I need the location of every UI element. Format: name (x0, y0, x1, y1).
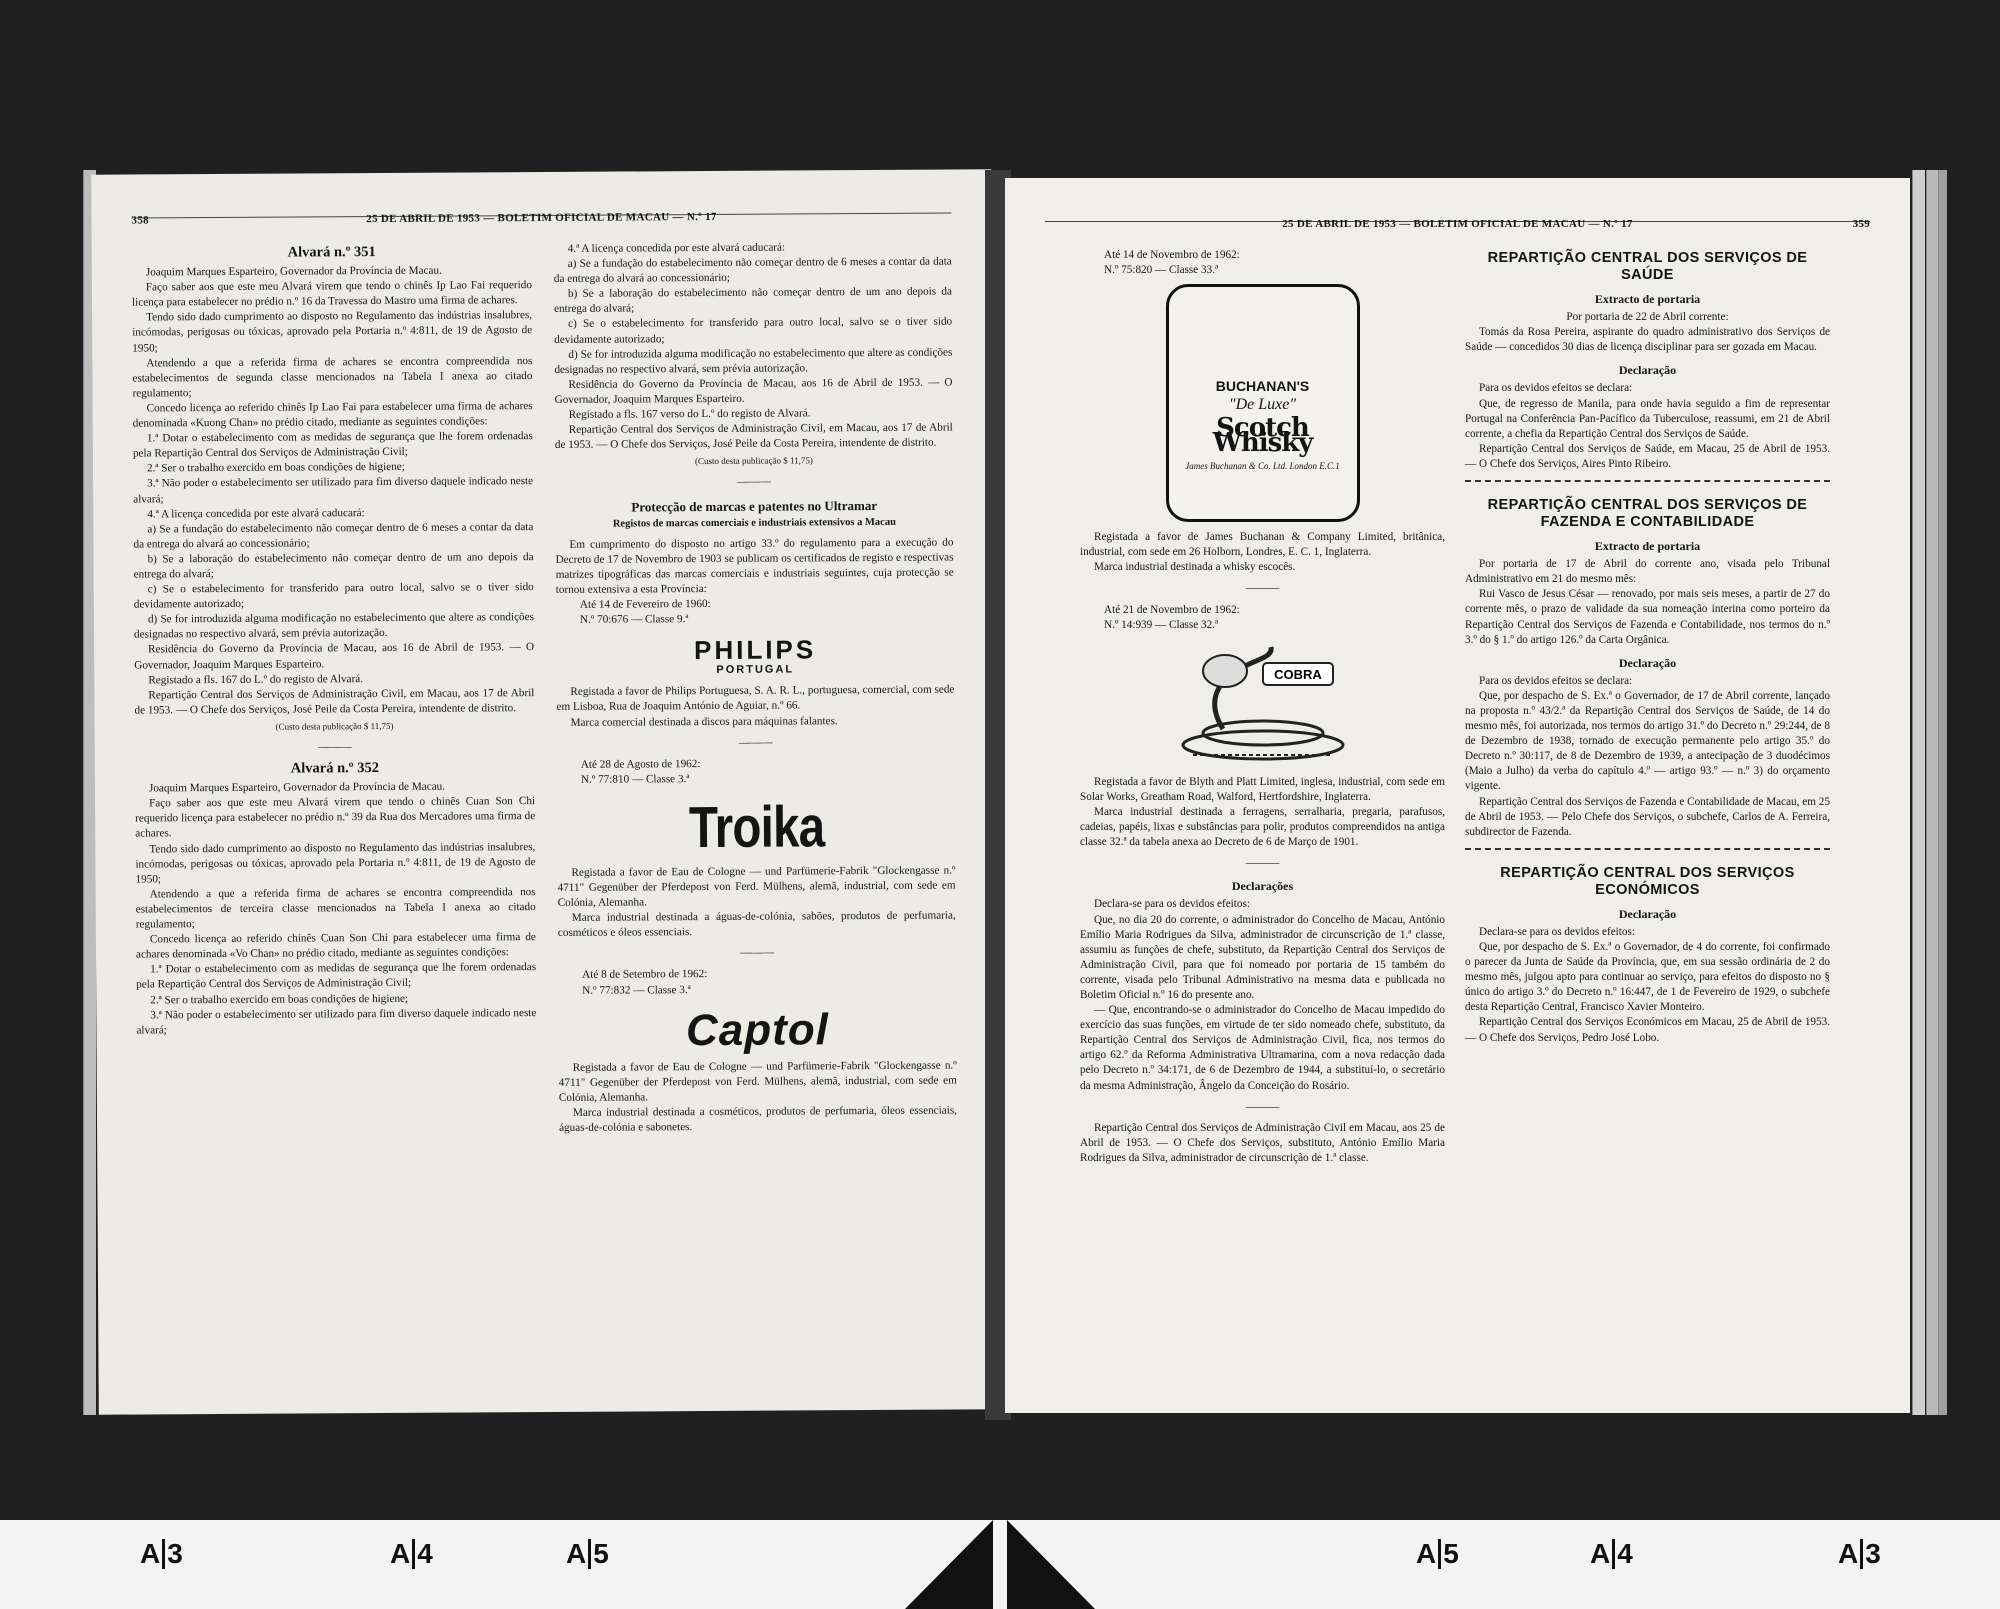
section-title: Protecção de marcas e patentes no Ultramar (631, 497, 878, 514)
paragraph: Faço saber aos que este meu Alvará virem que tendo o chinês Ip Lao Fai requerido licença para estabelecer no prédio n.º 16 da Travessa do Mastro uma firma de achares. (131, 279, 532, 309)
mark-number: N.º 14:939 — Classe 32.ª (1104, 618, 1219, 631)
troika-logo (557, 795, 955, 859)
column-right-2 (1465, 248, 1830, 1046)
paragraph: Por portaria de 17 de Abril do corrente ano, visada pelo Tribunal Administrativo em 21 do mesmo mês: (1465, 558, 1830, 586)
paragraph: Rui Vasco de Jesus César — renovado, por mais seis meses, a partir de 27 do corrente mês, o prazo de validade da sua nomeação interina como porteiro da Repartição Central dos Serviços de Fazenda e Contabilidade, nos termos do n.º 3.º do § 1.º do artigo 126.º da Carta Orgânica. (1465, 588, 1830, 646)
paragraph: Registado a fls. 167 verso do L.º do registo de Alvará. (568, 407, 811, 421)
paragraph: Tendo sido dado cumprimento ao disposto no Regulamento das indústrias insalubres, incómodas, perigosas ou tóxicas, aprovado pela Portaria n.º 4:811, de 19 de Agosto de 1950; (132, 309, 533, 355)
paragraph: Tomás da Rosa Pereira, aspirante do quadro administrativo dos Serviços de Saúde — concedidos 30 dias de licença disciplinar para ser gozada em Macau. (1465, 326, 1830, 354)
column-left-2 (554, 240, 957, 1137)
mark-number: N.º 70:676 — Classe 9.ª (579, 613, 689, 626)
page-number: 358 (131, 214, 149, 227)
condition: 2.ª Ser o trabalho exercido em boas condições de higiene; (150, 992, 409, 1006)
condition: b) Se a laboração do estabelecimento não começar dentro de um ano depois da entrega do alvará; (133, 550, 534, 581)
paragraph: Repartição Central dos Serviços de Fazenda e Contabilidade de Macau, em 25 de Abril de 1953. — Pelo Chefe dos Serviços, o subchefe, Carlos de A. Ferreira, subdirector de Fazenda. (1465, 795, 1830, 838)
mark-date: Até 14 de Novembro de 1962: (1104, 249, 1240, 261)
registration-mark (1838, 1538, 1881, 1570)
separator: ——— (1245, 857, 1280, 870)
page-header (1045, 218, 1870, 230)
mark-letter: A (1416, 1538, 1437, 1569)
subsection-title: Declaração (1618, 655, 1677, 670)
philips-logo-sub: PORTUGAL (716, 663, 795, 677)
section-banner-saude: REPARTIÇÃO CENTRAL DOS SERVIÇOS DE SAÚDE (1487, 250, 1808, 283)
paragraph: Repartição Central dos Serviços de Administração Civil em Macau, aos 25 de Abril de 1953. — O Chefe dos Serviços, substituto, António Emílio Maria Rodrigues da Silva, administrador de circunscrição de 1.ª classe. (1080, 1121, 1445, 1164)
paragraph: Concedo licença ao referido chinês Cuan Son Chi para estabelecer uma firma de achares denominada «Vo Chan» no prédio citado, mediante as seguintes condições: (135, 931, 536, 961)
paragraph: Para os devidos efeitos se declara: (1479, 382, 1633, 395)
condition: a) Se a fundação do estabelecimento não começar dentro de 6 meses a contar da data da entrega do alvará ao concessionário; (133, 520, 534, 551)
buchanans-signature: James Buchanan & Co. Ltd. London E.C.1 (1185, 461, 1340, 472)
registration-mark (390, 1538, 433, 1570)
paragraph: Repartição Central dos Serviços de Administração Civil, em Macau, aos 17 de Abril de 1953. — O Chefe dos Serviços, José Peile da Costa Pereira, intendente de distrito. (554, 421, 953, 452)
registration-mark (1416, 1538, 1459, 1570)
left-page (91, 169, 999, 1414)
section-banner-fazenda: REPARTIÇÃO CENTRAL DOS SERVIÇOS DE FAZENDA E CONTABILIDADE (1487, 497, 1808, 531)
mark-number: N.º 75:820 — Classe 33.ª (1104, 264, 1219, 277)
right-page (1005, 178, 1910, 1413)
subsection-title: Extracto de portaria (1594, 539, 1701, 554)
section-subtitle: Registos de marcas comerciais e industriais extensivos a Macau (612, 516, 896, 530)
subsection-title: Extracto de portaria (1594, 292, 1701, 306)
paragraph: Que, por despacho de S. Ex.ª o Governador, de 4 do corrente, foi confirmado o parecer da Junta de Saúde da Província, que, em sua sessão ordinária de 2 do mesmo mês, julgou apto para continuar ao serviço, para efeitos do disposto no § único do artigo 3.º do Decreto n.º 16:447, de 1 de Fevereiro de 1929, o subchefe desta Repartição Central, Francisco Xavier Monteiro. (1465, 941, 1830, 1014)
condition: 3.ª Não poder o estabelecimento ser utilizado para fim diverso daquele indicado neste alvará; (133, 475, 534, 506)
mark-digit: 3 (1865, 1538, 1881, 1569)
alvara-351-title: Alvará n.º 351 (287, 244, 376, 261)
paragraph: Declara-se para os devidos efeitos: (1479, 925, 1635, 938)
paragraph: Repartição Central dos Serviços de Saúde, em Macau, 25 de Abril de 1953. — O Chefe dos Serviços, Aires Pinto Ribeiro. (1465, 442, 1830, 470)
left-arrow-triangle (905, 1520, 993, 1609)
subsection-title: Declaração (1618, 906, 1677, 921)
mark-letter: A (140, 1538, 161, 1569)
paragraph: Marca industrial destinada a cosméticos, produtos de perfumaria, óleos essenciais, águas-de-colónia e sabonetes. (559, 1104, 957, 1134)
header-title: 25 DE ABRIL DE 1953 — BOLETIM OFICIAL DE MACAU — N.º 17 (366, 210, 717, 226)
philips-logo (556, 636, 954, 680)
mark-digit: 5 (593, 1538, 609, 1569)
mark-letter: A (566, 1538, 587, 1569)
paragraph: Faço saber aos que este meu Alvará virem que tendo o chinês Cuan Son Chi requerido licença para estabelecer no prédio n.º 39 da Rua dos Mercadores uma firma de achares. (135, 795, 536, 840)
paragraph: Atendendo a que a referida firma de achares se encontra compreendida nos estabelecimentos de terceira classe mencionados na Tabela I anexa ao citado regulamento; (135, 885, 536, 931)
mark-digit: 4 (1617, 1538, 1633, 1569)
registration-mark (1590, 1538, 1633, 1570)
paragraph: Marca industrial destinada a ferragens, serralharia, pregaria, parafusos, cadeias, papéis, lixas e substâncias para polir, produtos compreendidos na antiga classe 32.ª da tabela anexa ao Decreto de 6 de Março de 1901. (1080, 805, 1445, 849)
condition: b) Se a laboração do estabelecimento não começar dentro de um ano depois da entrega do alvará; (554, 285, 952, 316)
troika-logo-text: Troika (688, 794, 825, 861)
mark-letter: A (1590, 1538, 1611, 1569)
subsection-title: Declaração (1618, 363, 1677, 378)
mark-digit: 4 (417, 1538, 433, 1569)
paragraph: Registada a favor de Philips Portuguesa, S. A. R. L., portuguesa, comercial, com sede em Lisboa, Rua de Joaquim António de Aguiar, n.º 66. (556, 683, 955, 714)
mark-letter: A (390, 1538, 411, 1569)
mark-date: Até 28 de Agosto de 1962: (580, 757, 701, 771)
paragraph: Que, de regresso de Manila, para onde havia seguido a fim de representar Portugal na Conferência Pan-Pacífico da Tuberculose, reassumi, em 21 de Abril corrente, a chefia da Repartição Central dos Serviços de Saúde. (1465, 397, 1830, 440)
paragraph: Declara-se para os devidos efeitos: (1094, 898, 1250, 911)
paragraph: Registado a fls. 167 do L.º do registo de Alvará. (148, 672, 364, 687)
center-alignment-arrows (905, 1520, 1095, 1609)
section-divider (1465, 848, 1830, 855)
buchanans-scotch: Scotch Whisky (1212, 413, 1313, 459)
paragraph: Repartição Central dos Serviços de Administração Civil, em Macau, aos 17 de Abril de 1953. — O Chefe dos Serviços, José Peile da Costa Pereira, intendente de distrito. (134, 686, 535, 717)
paragraph: — Que, encontrando-se o administrador do Concelho de Macau impedido do exercício das suas funções, em virtude de ter sido nomeado chefe, substituto, da Repartição Central dos Serviços de Administração Civil, fica, nos termos do artigo 62.º da Reforma Administrativa Ultramarina, com a nova redacção dada pelo Decreto n.º 34:171, de 6 de Dezembro de 1944, a substituí-lo, o secretário da mesma Administração, Ângelo da Conceição do Rosário. (1080, 1004, 1445, 1092)
separator: ——— (740, 946, 774, 960)
mark-number: N.º 77:832 — Classe 3.ª (582, 983, 691, 997)
condition: 1.ª Dotar o estabelecimento com as medidas de segurança que lhe forem ordenadas pela Repartição Central dos Serviços de Administração Civil; (132, 430, 533, 460)
mark-date: Até 21 de Novembro de 1962: (1104, 603, 1240, 616)
page-number: 359 (1852, 218, 1870, 230)
condition: c) Se o estabelecimento for transferido para outro local, salvo se o tiver sido devidamente autorizado; (554, 315, 953, 346)
paragraph: Por portaria de 22 de Abril corrente: (1566, 311, 1729, 324)
paragraph: Residência do Governo da Província de Macau, aos 16 de Abril de 1953. — O Governador, Joaquim Marques Esparteiro. (554, 376, 953, 406)
column-right-1 (1080, 248, 1445, 1166)
buchanans-deluxe: "De Luxe" (1228, 396, 1297, 414)
section-divider (1465, 480, 1830, 487)
paragraph: Em cumprimento do disposto no artigo 33.º do regulamento para a execução do Decreto de 17 de Novembro de 1903 se publicam os certificados de registo e respectivas matrizes tipográficas das marcas comerciais e industriais seguintes, cuja protecção se tornou extensiva a esta Província: (555, 536, 954, 596)
cobra-logo-text: COBRA (1273, 666, 1322, 682)
paragraph: Repartição Central dos Serviços Económicos em Macau, 25 de Abril de 1953. — O Chefe dos Serviços, Pedro José Lobo. (1465, 1016, 1830, 1044)
condition: d) Se for introduzida alguma modificação no estabelecimento que altere as condições designadas no respectivo alvará, sem prévia autorização. (554, 346, 953, 376)
page-stack (1912, 170, 1925, 1415)
mark-digit: 5 (1443, 1538, 1459, 1569)
paragraph: Atendendo a que a referida firma de achares se encontra compreendida nos estabelecimentos de segunda classe mencionados na Tabela I anexa ao citado regulamento; (132, 354, 533, 400)
separator: ——— (737, 476, 771, 489)
paragraph: Registada a favor de Eau de Cologne — und Parfümerie-Fabrik "Glockengasse n.º 4711" Gegenüber der Pferdepost von Ferd. Mülhens, alemã, industrial, com sede em Colónia, Alemanha. (557, 864, 956, 910)
mark-date: Até 14 de Fevereiro de 1960: (579, 598, 711, 611)
paragraph: Marca industrial destinada a águas-de-colónia, sabões, produtos de perfumaria, cosméticos e óleos essenciais. (557, 909, 956, 940)
paragraph: Marca industrial destinada a whisky escocês. (1094, 561, 1296, 574)
section-banner-economicos: REPARTIÇÃO CENTRAL DOS SERVIÇOS ECONÓMICOS (1500, 864, 1795, 898)
condition: 4.ª A licença concedida por este alvará caducará: (567, 241, 786, 255)
paragraph: Registada a favor de Eau de Cologne — und Parfümerie-Fabrik "Glockengasse n.º 4711" Gegenüber der Pferdepost von Ferd. Mülhens, alemã, industrial, com sede em Colónia, Alemanha. (558, 1059, 957, 1104)
buchanans-name: BUCHANAN'S (1215, 378, 1310, 395)
separator: ——— (1245, 1100, 1280, 1113)
paragraph: Marca comercial destinada a discos para máquinas falantes. (570, 714, 838, 729)
cobra-snake-icon (1163, 637, 1363, 767)
paragraph: Que, no dia 20 do corrente, o administrador do Concelho de Macau, António Emílio Maria Rodrigues da Silva, administrador de circunscrição de 1.ª classe, assumiu as funções de chefe, substituto, da Repartição Central dos Serviços de Administração Civil, para que foi nomeado por portaria de 15 também do corrente, visada pelo Tribunal Administrativo na mesma data e publicada no Boletim Oficial n.º 16 do presente ano. (1080, 913, 1445, 1001)
column-left-1 (132, 242, 537, 1038)
condition: 3.ª Não poder o estabelecimento ser utilizado para fim diverso daquele indicado neste alvará; (136, 1006, 537, 1037)
mark-date: Até 8 de Setembro de 1962: (582, 968, 708, 982)
condition: a) Se a fundação do estabelecimento não começar dentro de 6 meses a contar da data da entrega do alvará ao concessionário; (553, 255, 952, 286)
mark-digit: 3 (167, 1538, 183, 1569)
mark-letter: A (1838, 1538, 1859, 1569)
condition: d) Se for introduzida alguma modificação no estabelecimento que altere as condições designadas no respectivo alvará, sem prévia autorização. (133, 611, 534, 641)
registration-mark (566, 1538, 609, 1570)
mark-number: N.º 77:810 — Classe 3.ª (580, 772, 690, 786)
registration-mark (140, 1538, 183, 1570)
condition: c) Se o estabelecimento for transferido para outro local, salvo se o tiver sido devidamente autorizado; (133, 581, 534, 611)
condition: 2.ª Ser o trabalho exercido em boas condições de higiene; (146, 461, 405, 475)
paragraph: Residência do Governo da Província de Macau, aos 16 de Abril de 1953. — O Governador, Joaquim Marques Esparteiro. (134, 641, 535, 672)
alvara-352-title: Alvará n.º 352 (290, 760, 379, 777)
captol-logo (558, 1006, 956, 1054)
separator: ——— (317, 741, 352, 754)
condition: 1.ª Dotar o estabelecimento com as medidas de segurança que lhe forem ordenadas pela Repartição Central dos Serviços de Administração Civil; (136, 961, 537, 991)
paragraph: Joaquim Marques Esparteiro, Governador da Província de Macau. (145, 264, 442, 279)
captol-logo-text: Captol (685, 1004, 830, 1055)
buchanans-label (1166, 284, 1360, 522)
page-stack (1938, 170, 1947, 1415)
separator: ——— (738, 736, 773, 749)
cost-note: (Custo desta publicação $ 11,75) (694, 455, 813, 467)
cost-note: (Custo desta publicação $ 11,75) (275, 720, 394, 732)
page-header (131, 210, 951, 227)
paragraph: Para os devidos efeitos se declara: (1479, 674, 1633, 687)
paragraph: Registada a favor de James Buchanan & Company Limited, britânica, industrial, com sede em 26 Holborn, Londres, E. C. 1, Inglaterra. (1080, 531, 1445, 559)
header-title: 25 DE ABRIL DE 1953 — BOLETIM OFICIAL DE MACAU — N.º 17 (1282, 218, 1633, 230)
paragraph: Concedo licença ao referido chinês Ip Lao Fai para estabelecer uma firma de achares denominada «Kuong Chan» no prédio citado, mediante as seguintes condições: (132, 400, 533, 430)
right-arrow-triangle (1007, 1520, 1095, 1609)
paragraph: Registada a favor de Blyth and Platt Limited, inglesa, industrial, com sede em Solar Works, Greatham Road, Walford, Hertfordshire, Inglaterra. (1080, 775, 1445, 803)
separator: ——— (1245, 582, 1280, 595)
condition: 4.ª A licença concedida por este alvará caducará: (147, 506, 365, 521)
paragraph: Tendo sido dado cumprimento ao disposto no Regulamento das indústrias insalubres, incómodas, perigosas ou tóxicas, aprovado pela Portaria n.º 4:811, de 19 de Agosto de 1950; (135, 840, 536, 886)
philips-logo-text: PHILIPS (693, 634, 817, 666)
declarations-title: Declarações (1231, 879, 1294, 894)
paragraph: Que, por despacho de S. Ex.ª o Governador, de 17 de Abril corrente, lançado na proposta n.º 43/2.ª da Repartição Central dos Serviços de Saúde, de 14 do mesmo mês, foi autorizada, nos termos do artigo 31.º do Decreto n.º 29:244, de 8 de Dezembro de 1938, tornado de execução permanente pelo artigo 35.º do Decreto n.º 30:117, de 8 de Dezembro de 1939, a antecipação de 3 duodécimos (Maio a Julho) da verba do capítulo 4.º — artigo 93.º — n.º 3) do orçamento vigente. (1465, 689, 1830, 793)
paragraph: Joaquim Marques Esparteiro, Governador da Província de Macau. (148, 780, 446, 795)
